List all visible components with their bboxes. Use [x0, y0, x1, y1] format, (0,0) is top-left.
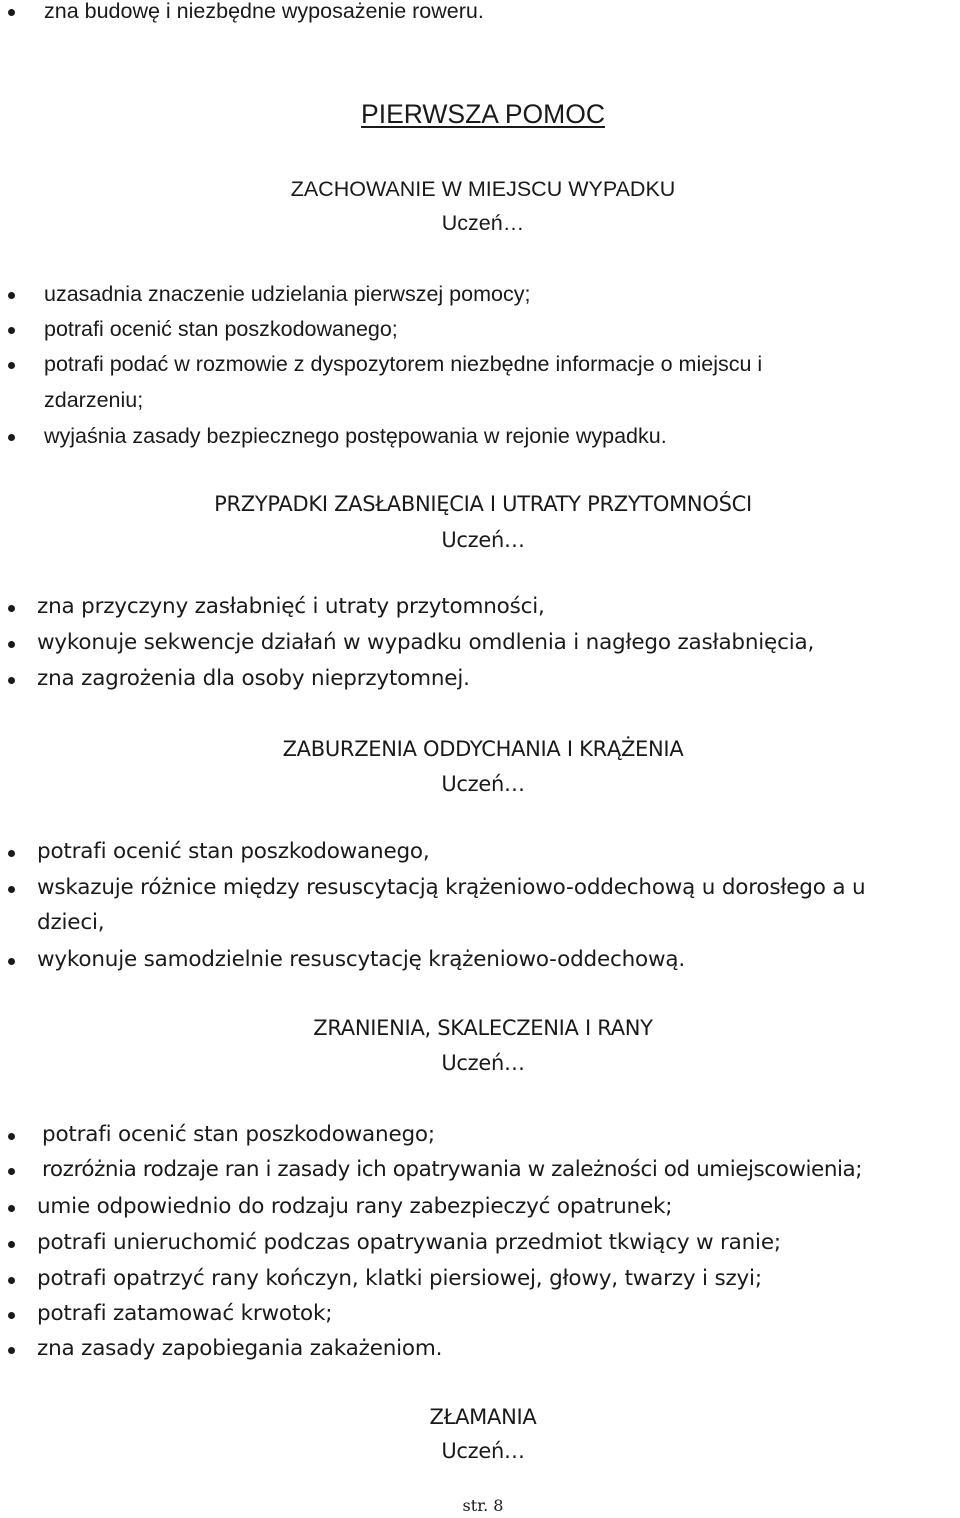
section-lead: Uczeń… [441, 1439, 525, 1463]
list-item: rozróżnia rodzaje ran i zasady ich opatrywania w zależności od umiejscowienia; [42, 1157, 863, 1182]
bullet-icon [8, 1312, 15, 1319]
list-item: potrafi ocenić stan poszkodowanego; [44, 317, 398, 341]
section-lead: Uczeń… [441, 1051, 525, 1075]
bullet-icon [8, 1277, 15, 1284]
intro-list-item: zna budowę i niezbędne wyposażenie roweru. [44, 0, 484, 23]
bullet-icon [8, 1347, 15, 1354]
section-heading-breathing: ZABURZENIA ODDYCHANIA I KRĄŻENIA [282, 737, 684, 761]
bullet-icon [8, 292, 15, 299]
bullet-icon [8, 1241, 15, 1248]
bullet-icon [8, 327, 15, 334]
list-item: potrafi opatrzyć rany kończyn, klatki piersiowej, głowy, twarzy i szyi; [37, 1266, 762, 1291]
list-item: uzasadnia znaczenie udzielania pierwszej pomocy; [44, 282, 531, 306]
bullet-icon [8, 362, 15, 369]
list-item: potrafi podać w rozmowie z dyspozytorem niezbędne informacje o miejscu i [44, 352, 763, 376]
list-item: potrafi zatamować krwotok; [37, 1301, 333, 1326]
list-item: zna zagrożenia dla osoby nieprzytomnej. [37, 666, 470, 691]
section-heading-accident: ZACHOWANIE W MIEJSCU WYPADKU [290, 177, 676, 201]
list-item-continuation: zdarzeniu; [44, 388, 144, 412]
list-item: potrafi unieruchomić podczas opatrywania przedmiot tkwiący w ranie; [37, 1230, 781, 1255]
section-lead: Uczeń… [441, 211, 525, 235]
bullet-icon [8, 434, 15, 441]
list-item: umie odpowiednio do rodzaju rany zabezpieczyć opatrunek; [37, 1194, 673, 1219]
bullet-icon [8, 850, 15, 857]
bullet-icon [8, 958, 15, 965]
section-heading-wounds: ZRANIENIA, SKALECZENIA I RANY [313, 1016, 653, 1040]
list-item-continuation: dzieci, [37, 910, 105, 935]
section-lead: Uczeń… [441, 528, 525, 552]
bullet-icon [8, 886, 15, 893]
list-item: zna przyczyny zasłabnięć i utraty przytomności, [37, 594, 545, 619]
list-item: zna zasady zapobiegania zakażeniom. [37, 1336, 443, 1361]
bullet-icon [8, 641, 15, 648]
section-heading-fainting: PRZYPADKI ZASŁABNIĘCIA I UTRATY PRZYTOMNOŚCI [214, 492, 752, 516]
list-item: wykonuje sekwencje działań w wypadku omdlenia i nagłego zasłabnięcia, [37, 630, 815, 655]
section-lead: Uczeń… [441, 772, 525, 796]
main-title: PIERWSZA POMOC [361, 99, 605, 129]
page-number: str. 8 [462, 1496, 504, 1515]
list-item: wykonuje samodzielnie resuscytację krążeniowo-oddechową. [37, 947, 686, 972]
bullet-icon [8, 1168, 15, 1175]
list-item: wyjaśnia zasady bezpiecznego postępowania w rejonie wypadku. [44, 424, 667, 448]
list-item: potrafi ocenić stan poszkodowanego; [42, 1122, 435, 1147]
bullet-icon [8, 605, 15, 612]
section-heading-fractures: ZŁAMANIA [429, 1405, 537, 1429]
bullet-icon [8, 1205, 15, 1212]
list-item: potrafi ocenić stan poszkodowanego, [37, 839, 430, 864]
bullet-icon [8, 9, 15, 16]
list-item: wskazuje różnice między resuscytacją krążeniowo-oddechową u dorosłego a u [37, 875, 866, 900]
bullet-icon [8, 677, 15, 684]
bullet-icon [8, 1133, 15, 1140]
